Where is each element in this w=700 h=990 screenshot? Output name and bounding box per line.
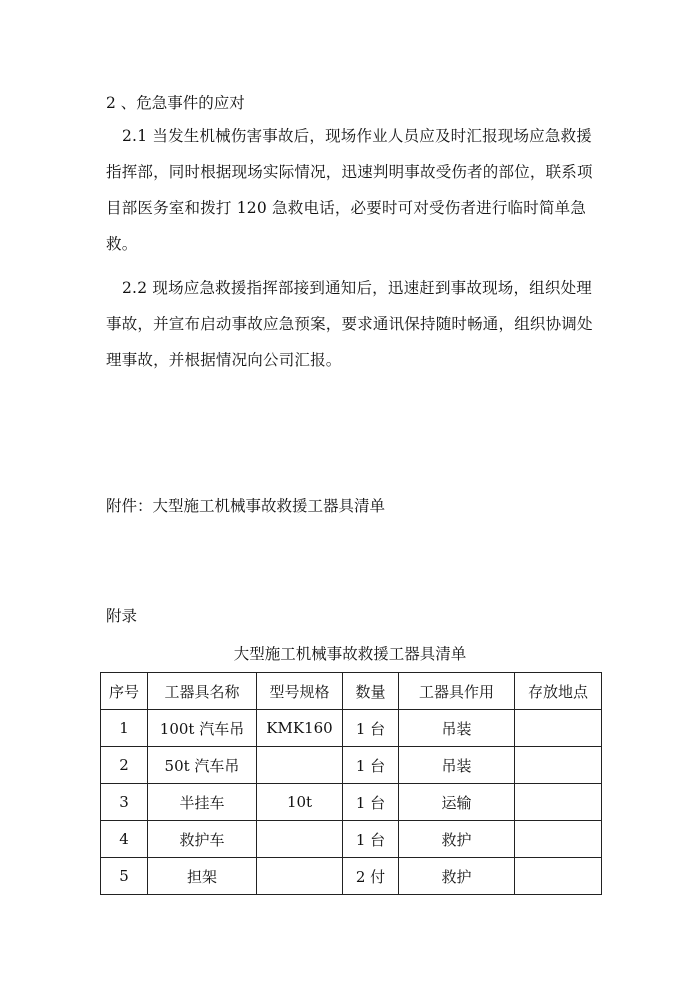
cell-index: 5: [101, 858, 148, 895]
cell-tool-name: 担架: [148, 858, 257, 895]
cell-tool-name: 半挂车: [148, 784, 257, 821]
header-model-spec: 型号规格: [257, 673, 343, 710]
cell-tool-name: 100t 汽车吊: [148, 710, 257, 747]
equipment-table: [100, 672, 602, 895]
table-row: [101, 784, 602, 821]
paragraph-2-2: 2.2 现场应急救援指挥部接到通知后，迅速赶到事故现场，组织处理事故，并宣布启动事故应急预案，要求通讯保持随时畅通，组织协调处理事故，并根据情况向公司汇报。: [106, 279, 593, 369]
cell-tool-name: 救护车: [148, 821, 257, 858]
cell-quantity: 1 台: [343, 821, 399, 858]
header-tool-name: 工器具名称: [148, 673, 257, 710]
header-index: 序号: [101, 673, 148, 710]
cell-storage-location: [515, 747, 602, 784]
cell-tool-use: 救护: [399, 858, 515, 895]
cell-model-spec: KMK160: [257, 710, 343, 747]
cell-quantity: 2 付: [343, 858, 399, 895]
header-quantity: 数量: [343, 673, 399, 710]
cell-tool-use: 救护: [399, 821, 515, 858]
cell-quantity: 1 台: [343, 784, 399, 821]
cell-model-spec: [257, 858, 343, 895]
cell-quantity: 1 台: [343, 710, 399, 747]
cell-model-spec: 10t: [257, 784, 343, 821]
cell-tool-name: 50t 汽车吊: [148, 747, 257, 784]
cell-storage-location: [515, 821, 602, 858]
table-row: [101, 821, 602, 858]
section-heading: 2 、危急事件的应对: [106, 94, 245, 112]
paragraph-2-1: 2.1 当发生机械伤害事故后，现场作业人员应及时汇报现场应急救援指挥部，同时根据现场实际情况，迅速判明事故受伤者的部位，联系项目部医务室和拨打 120 急救电话，必要时可对受伤者进行临时简单急救。: [106, 127, 593, 253]
cell-storage-location: [515, 858, 602, 895]
table-title: 大型施工机械事故救援工器具清单: [233, 645, 467, 663]
attachment-line: 附件：大型施工机械事故救援工器具清单: [106, 497, 386, 515]
table-header-row: [101, 673, 602, 710]
cell-index: 4: [101, 821, 148, 858]
cell-tool-use: 吊装: [399, 710, 515, 747]
cell-model-spec: [257, 821, 343, 858]
appendix-label: 附录: [106, 607, 138, 625]
cell-model-spec: [257, 747, 343, 784]
cell-tool-use: 吊装: [399, 747, 515, 784]
table-row: [101, 710, 602, 747]
cell-index: 3: [101, 784, 148, 821]
header-storage-location: 存放地点: [515, 673, 602, 710]
cell-quantity: 1 台: [343, 747, 399, 784]
table-row: [101, 858, 602, 895]
cell-storage-location: [515, 784, 602, 821]
cell-storage-location: [515, 710, 602, 747]
cell-index: 2: [101, 747, 148, 784]
table-row: [101, 747, 602, 784]
cell-index: 1: [101, 710, 148, 747]
cell-tool-use: 运输: [399, 784, 515, 821]
header-tool-use: 工器具作用: [399, 673, 515, 710]
